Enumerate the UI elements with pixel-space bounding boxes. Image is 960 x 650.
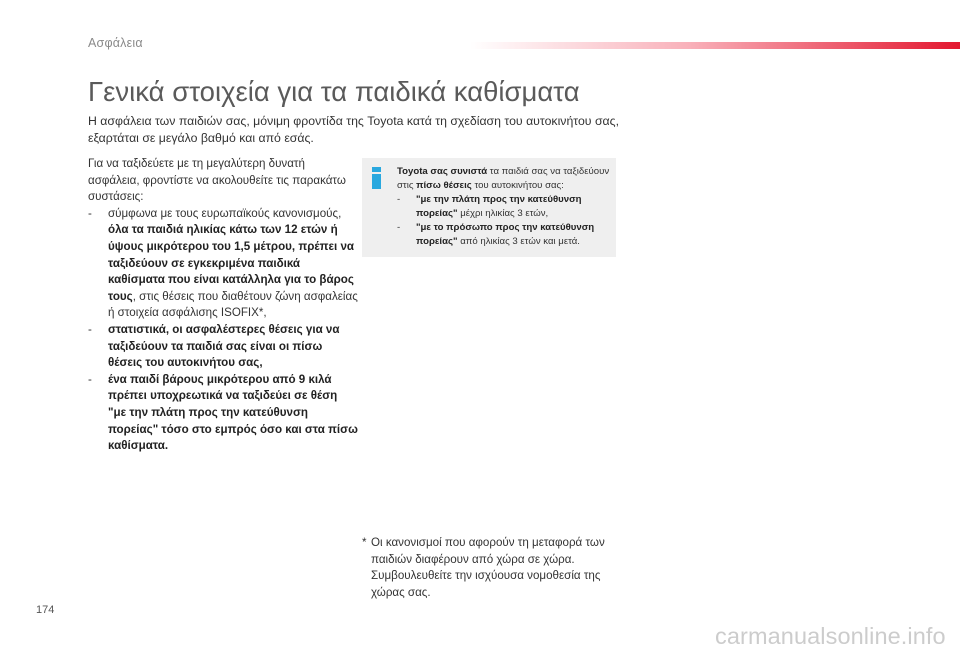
intro-paragraph: Η ασφάλεια των παιδιών σας, μόνιμη φροντίδα της Toyota κατά τη σχεδίαση του αυτοκινήτου σας, εξαρτάται σε μεγάλο βαθμό και από εσάς. bbox=[88, 114, 619, 145]
list-text: σύμφωνα με τους ευρωπαϊκούς κανονισμούς, bbox=[108, 206, 342, 220]
footnote-text: Οι κανονισμοί που αφορούν τη μεταφορά των παιδιών διαφέρουν από χώρα σε χώρα. Συμβουλευθείτε την ισχύουσα νομοθεσία της χώρας σας. bbox=[371, 536, 605, 599]
info-lead: Toyota σας συνιστά τα παιδιά σας να ταξιδεύουν στις πίσω θέσεις του αυτοκινήτου σας: bbox=[397, 166, 610, 191]
footnote-marker: * bbox=[362, 536, 367, 549]
info-list-item: - "με το πρόσωπο προς την κατεύθυνση πορείας" από ηλικίας 3 ετών και μετά. bbox=[397, 222, 595, 247]
page-number: 174 bbox=[36, 604, 55, 616]
list-item bbox=[88, 322, 358, 372]
info-icon bbox=[370, 167, 383, 189]
list-dash: - bbox=[88, 372, 92, 386]
list-text-bold: όλα τα παιδιά ηλικίας κάτω των 12 ετών ή ύψους μικρότερου του 1,5 μέτρου, πρέπει να ταξιδεύουν σε εγκεκριμένα παιδικά καθίσματα που είναι κατάλληλα για το βάρος τους bbox=[108, 223, 355, 303]
list-dash: - bbox=[88, 206, 92, 220]
list-text-bold: ένα παιδί βάρους μικρότερου από 9 κιλά πρέπει υποχρεωτικά να ταξιδεύει σε θέση "με την πλάτη προς την κατεύθυνση πορείας" τόσο στο εμπρός όσο και στα πίσω καθίσματα. bbox=[108, 372, 358, 453]
recommendations-lead: Για να ταξιδεύετε με τη μεγαλύτερη δυνατή ασφάλεια, φροντίστε να ακολουθείτε τις παρακάτω συστάσεις: bbox=[88, 157, 346, 204]
recommendations-column bbox=[88, 156, 358, 455]
page-title: Γενικά στοιχεία για τα παιδικά καθίσματα bbox=[88, 76, 580, 107]
list-dash: - bbox=[88, 322, 92, 336]
section-label: Ασφάλεια bbox=[88, 36, 143, 50]
list-text-bold: στατιστικά, οι ασφαλέστερες θέσεις για να ταξιδεύουν τα παιδιά σας είναι οι πίσω θέσεις του αυτοκινήτου σας, bbox=[108, 322, 340, 370]
list-text: , στις θέσεις που διαθέτουν ζώνη ασφαλείας ή στοιχεία ασφάλισης ISOFIX*, bbox=[108, 289, 358, 320]
list-item bbox=[88, 372, 358, 455]
info-box bbox=[362, 158, 616, 257]
header-accent-bar bbox=[470, 42, 960, 49]
info-list-item: - "με την πλάτη προς την κατεύθυνση πορείας" μέχρι ηλικίας 3 ετών, bbox=[397, 194, 582, 219]
watermark: carmanualsonline.info bbox=[715, 623, 946, 649]
list-item bbox=[88, 206, 358, 322]
footnote bbox=[362, 535, 622, 601]
